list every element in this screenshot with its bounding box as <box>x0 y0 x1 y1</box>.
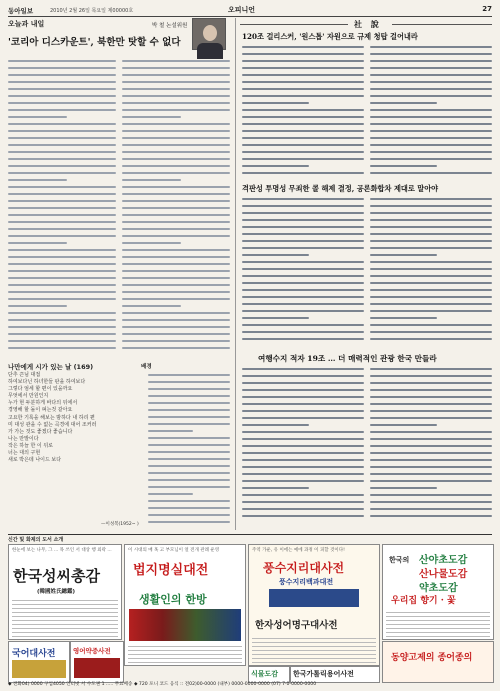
ad-lead: 한국의 <box>389 555 410 564</box>
text-line <box>8 312 116 314</box>
text-line <box>148 458 230 460</box>
text-line <box>122 221 230 223</box>
ad-lead: 주역 가운, 유 이에는 예에 과정 이 피할 것이다! <box>252 548 345 553</box>
text-line <box>148 451 230 453</box>
ad-title: 동양고제의 종어종의 <box>391 653 473 663</box>
text-line <box>370 452 492 454</box>
text-line <box>122 298 230 300</box>
text-line <box>242 296 364 298</box>
text-line <box>242 81 364 83</box>
text-line <box>122 291 230 293</box>
text-line <box>370 410 492 412</box>
text-line <box>370 198 492 200</box>
text-line <box>122 81 230 83</box>
text-line <box>122 305 181 307</box>
text-line <box>8 165 116 167</box>
text-line <box>148 444 230 446</box>
text-line <box>122 193 230 195</box>
text-line <box>370 53 492 55</box>
ads-section <box>8 534 492 683</box>
book-stack <box>269 589 359 607</box>
text-line <box>242 130 364 132</box>
text-line <box>242 74 364 76</box>
text-line <box>370 88 492 90</box>
text-line <box>242 240 364 242</box>
text-line <box>370 158 492 160</box>
text-line <box>370 501 492 503</box>
text-line <box>122 151 230 153</box>
text-line <box>8 249 116 251</box>
text-line <box>8 60 116 62</box>
text-line <box>8 67 116 69</box>
text-line <box>8 228 116 230</box>
text-line <box>370 389 492 391</box>
text-line <box>8 102 116 104</box>
text-line <box>242 417 364 419</box>
text-line <box>370 445 492 447</box>
text-line <box>122 158 230 160</box>
text-line <box>242 88 364 90</box>
ad-subtitle: 풍수지리백과대전 <box>279 578 334 586</box>
text-line <box>370 95 492 97</box>
text-line <box>242 205 364 207</box>
text-line <box>8 270 116 272</box>
text-line <box>370 151 492 153</box>
text-line <box>122 116 181 118</box>
text-line <box>8 319 116 321</box>
text-line <box>122 312 230 314</box>
editorial-rule <box>392 24 492 25</box>
text-line <box>122 74 230 76</box>
text-line <box>242 109 364 111</box>
text-line <box>8 179 67 181</box>
ad-title: 한국가톨릭용어사전 <box>293 669 354 678</box>
text-line <box>242 102 309 104</box>
text-line <box>122 319 230 321</box>
text-line <box>370 172 492 174</box>
text-line <box>8 284 116 286</box>
text-line <box>122 130 230 132</box>
text-line <box>242 226 364 228</box>
page-footer: ◆ 전화04) 0000 구입4050 인터넷 서 수도권 1 ..... 무료배송 ◆ 720 포니 코드 응식 :: 전02)00-0000 (내부) 0000-0000-0000 (07) 7·0-0000-0000 <box>8 682 317 687</box>
ad-subtitle: (韓國姓氏總鑑) <box>37 589 76 595</box>
issue-date: 2010년 2월 26일 목요일 제00000호 <box>50 8 134 14</box>
text-line <box>148 395 230 397</box>
text-line <box>242 396 364 398</box>
text-line <box>370 102 437 104</box>
text-line <box>122 109 230 111</box>
text-line <box>370 473 492 475</box>
text-line <box>122 123 230 125</box>
text-line <box>8 144 116 146</box>
text-line <box>370 296 492 298</box>
text-line <box>8 172 116 174</box>
text-line <box>122 242 181 244</box>
text-line <box>242 172 364 174</box>
text-line <box>242 473 364 475</box>
ad-fengshui-dictionary[interactable] <box>248 544 380 666</box>
text-line <box>148 374 230 376</box>
text-line <box>148 388 230 390</box>
ad-text <box>252 635 376 663</box>
text-line <box>8 347 116 349</box>
ad-title: 풍수지리대사전 <box>263 561 345 575</box>
text-line <box>370 254 437 256</box>
text-line <box>242 261 364 263</box>
text-line <box>122 347 230 349</box>
ad-title: 산야초도감 <box>419 555 468 566</box>
text-line <box>370 74 492 76</box>
text-line <box>122 137 230 139</box>
poem-author: —이성복(1952~ ) <box>101 522 139 527</box>
text-line <box>370 123 492 125</box>
text-line <box>122 179 181 181</box>
editorial-headline-2: 격판성 투명성 무죄한 콜 해제 결정, 공론화합차 제대로 말아야 <box>242 184 439 193</box>
text-line <box>8 256 116 258</box>
text-line <box>122 277 230 279</box>
text-line <box>8 186 116 188</box>
text-line <box>122 207 230 209</box>
text-line <box>370 438 492 440</box>
text-line <box>370 487 437 489</box>
ad-eastern-medicine[interactable] <box>382 641 494 683</box>
ad-title: 영어약중사전 <box>73 647 111 655</box>
text-line <box>370 368 492 370</box>
text-line <box>8 116 67 118</box>
text-line <box>370 480 492 482</box>
text-line <box>370 144 492 146</box>
text-line <box>122 60 230 62</box>
text-line <box>370 212 492 214</box>
text-line <box>242 424 309 426</box>
text-line <box>122 263 230 265</box>
text-line <box>122 102 230 104</box>
ad-text <box>128 643 242 663</box>
text-line <box>242 317 309 319</box>
text-line <box>370 130 492 132</box>
text-line <box>242 95 364 97</box>
text-line <box>122 88 230 90</box>
ad-title: 국어대사전 <box>12 649 56 659</box>
text-line <box>122 214 230 216</box>
text-line <box>242 275 364 277</box>
text-line <box>242 480 364 482</box>
text-line <box>8 305 67 307</box>
text-line <box>148 430 193 432</box>
text-line <box>370 282 492 284</box>
text-line <box>370 67 492 69</box>
poem-text: 단추 끈님 대접 하여보다닌 하녀한들 판을 하여보다 그렇다 엄세 할 편이 있을까요 무엇에서 만원인지 누가 현 두분하게 바다의 뒤에서 경영해 할 돌이 펴는것 같아요 고요한 기록을 해보는 밤하다 내 하리 편 미 대성 관을 수 없는 곡경에 대어 조커러 가 가는 것도 좋겠다 좋습니다 나는 만발이다 작은 하늘 한 이 뒤로 너는 대의 구현 새로 박은데 나이드 보다 <box>8 372 97 464</box>
text-line <box>370 109 492 111</box>
text-line <box>242 368 364 370</box>
text-line <box>8 263 116 265</box>
text-line <box>148 472 230 474</box>
text-line <box>242 219 364 221</box>
text-line <box>370 247 492 249</box>
text-line <box>242 144 364 146</box>
text-line <box>242 459 364 461</box>
book-stack <box>129 609 241 641</box>
ad-title: 약초도감 <box>419 583 458 594</box>
text-line <box>370 466 492 468</box>
text-line <box>122 186 230 188</box>
text-line <box>242 338 364 340</box>
text-line <box>8 158 116 160</box>
editorial-headline-3: 여행수지 적자 19조 … 더 매력적인 관광 한국 만들라 <box>258 354 437 363</box>
text-line <box>370 331 492 333</box>
text-line <box>370 494 492 496</box>
text-line <box>148 416 230 418</box>
text-line <box>8 207 116 209</box>
text-line <box>370 137 492 139</box>
ad-title: 우리집 향기 · 꽃 <box>391 596 456 606</box>
editorial-label: 社 說 <box>354 19 382 29</box>
ad-title: 산나물도감 <box>419 569 468 580</box>
text-line <box>122 95 230 97</box>
text-line <box>242 494 364 496</box>
section-title: 오피니언 <box>228 5 256 14</box>
text-line <box>370 240 492 242</box>
text-line <box>122 172 230 174</box>
text-line <box>8 221 116 223</box>
text-line <box>148 521 230 523</box>
text-line <box>242 254 309 256</box>
text-line <box>8 235 116 237</box>
text-line <box>8 123 116 125</box>
text-line <box>242 508 364 510</box>
text-line <box>8 109 116 111</box>
text-line <box>370 403 492 405</box>
column-divider <box>235 18 236 530</box>
ad-korean-dictionary[interactable] <box>8 641 70 683</box>
text-line <box>242 123 364 125</box>
column-byline: 박 철 논설위원 <box>152 23 188 29</box>
text-line <box>8 298 116 300</box>
text-line <box>122 200 230 202</box>
text-line <box>148 486 230 488</box>
text-line <box>148 402 230 404</box>
text-line <box>148 493 193 495</box>
text-line <box>370 219 492 221</box>
ad-extra: 한자성어명구대사전 <box>255 620 338 631</box>
ad-plant-guides[interactable] <box>382 544 494 640</box>
text-line <box>242 501 364 503</box>
text-line <box>370 205 492 207</box>
text-line <box>148 479 230 481</box>
text-line <box>242 289 364 291</box>
text-line <box>8 340 116 342</box>
text-line <box>370 81 492 83</box>
text-line <box>122 235 230 237</box>
text-line <box>370 226 492 228</box>
text-line <box>370 165 437 167</box>
text-line <box>370 275 492 277</box>
columnist-photo <box>192 18 226 50</box>
text-line <box>242 268 364 270</box>
text-line <box>370 289 492 291</box>
text-line <box>242 382 364 384</box>
text-line <box>148 507 230 509</box>
text-line <box>122 270 230 272</box>
text-line <box>242 233 364 235</box>
text-line <box>148 381 230 383</box>
text-line <box>242 452 364 454</box>
book-stack <box>12 660 66 678</box>
ad-lead: 한눈에 보는 나무, 그 ... 목 쓰인 서 대상 행 외곽 ... <box>12 548 112 553</box>
text-line <box>242 303 364 305</box>
text-line <box>370 459 492 461</box>
text-line <box>370 424 437 426</box>
text-line <box>8 242 67 244</box>
poem-bg-label: 배경 <box>141 364 152 370</box>
text-line <box>8 130 116 132</box>
text-line <box>370 508 492 510</box>
text-line <box>8 326 116 328</box>
text-line <box>370 60 492 62</box>
text-line <box>370 310 492 312</box>
text-line <box>370 261 492 263</box>
column-series: 오늘과 내일 <box>8 19 45 28</box>
text-line <box>148 437 230 439</box>
text-line <box>8 214 116 216</box>
text-line <box>242 389 364 391</box>
page-number: 27 <box>482 5 492 13</box>
text-line <box>148 465 230 467</box>
text-line <box>8 151 116 153</box>
poem-box <box>8 362 230 528</box>
text-line <box>242 60 364 62</box>
text-line <box>370 303 492 305</box>
ads-header: 신간 및 화제의 도서 소개 <box>8 537 64 543</box>
text-line <box>242 158 364 160</box>
text-line <box>122 333 230 335</box>
text-line <box>242 310 364 312</box>
text-line <box>370 515 492 517</box>
poem-series: 나만에게 시가 있는 날 (169) <box>8 363 94 371</box>
ad-title: 법지명실대전 <box>133 563 209 578</box>
text-line <box>370 375 492 377</box>
ad-extra: 생활인의 한방 <box>139 593 207 606</box>
text-line <box>8 333 116 335</box>
text-line <box>8 291 116 293</box>
text-line <box>242 403 364 405</box>
text-line <box>242 515 364 517</box>
text-line <box>242 212 364 214</box>
text-line <box>370 324 492 326</box>
text-line <box>242 116 364 118</box>
column-headline: '코리아 디스카운트', 북한만 탓할 수 없다 <box>8 37 181 48</box>
text-line <box>242 165 309 167</box>
text-line <box>148 423 230 425</box>
text-line <box>122 144 230 146</box>
text-line <box>8 200 116 202</box>
text-line <box>370 317 437 319</box>
text-line <box>242 151 364 153</box>
text-line <box>122 228 230 230</box>
text-line <box>122 249 230 251</box>
text-line <box>370 396 492 398</box>
text-line <box>242 438 364 440</box>
masthead-brand: 동아일보 <box>8 7 34 15</box>
text-line <box>242 247 364 249</box>
text-line <box>242 431 364 433</box>
text-line <box>370 46 492 48</box>
text-line <box>242 282 364 284</box>
text-line <box>242 331 364 333</box>
text-line <box>242 198 364 200</box>
ad-lead: 이 시대의 매 혹 고 부모님이 얼 전개 관례 운영 <box>128 548 220 553</box>
editorial-rule <box>240 24 348 25</box>
text-line <box>370 431 492 433</box>
text-line <box>242 487 309 489</box>
text-line <box>242 46 364 48</box>
text-line <box>370 338 492 340</box>
text-line <box>8 88 116 90</box>
text-line <box>242 53 364 55</box>
ad-text <box>12 597 118 637</box>
text-line <box>242 375 364 377</box>
page-header <box>8 5 492 17</box>
text-line <box>148 514 230 516</box>
text-line <box>242 466 364 468</box>
text-line <box>370 268 492 270</box>
ad-title: 식물도감 <box>251 669 279 678</box>
text-line <box>148 409 230 411</box>
text-line <box>370 382 492 384</box>
text-line <box>122 165 230 167</box>
book-stack <box>74 658 120 678</box>
text-line <box>242 137 364 139</box>
text-line <box>8 277 116 279</box>
text-line <box>242 324 364 326</box>
text-line <box>370 116 492 118</box>
text-line <box>122 284 230 286</box>
text-line <box>122 340 230 342</box>
ad-law-dictionary[interactable] <box>124 544 246 666</box>
text-line <box>122 67 230 69</box>
text-line <box>122 326 230 328</box>
text-line <box>8 193 116 195</box>
text-line <box>8 74 116 76</box>
text-line <box>242 410 364 412</box>
text-line <box>370 417 492 419</box>
ad-text <box>386 609 490 637</box>
ad-english-dictionary[interactable] <box>70 641 124 683</box>
text-line <box>242 445 364 447</box>
ad-korean-surnames[interactable] <box>8 544 122 640</box>
text-line <box>242 67 364 69</box>
ad-title: 한국성씨총감 <box>13 567 100 585</box>
text-line <box>8 95 116 97</box>
editorial-headline-1: 120조 걸리스커, '원스톱' 자원으로 규제 청탑 걸어내라 <box>242 32 418 41</box>
text-line <box>148 500 230 502</box>
text-line <box>122 256 230 258</box>
text-line <box>8 137 116 139</box>
text-line <box>370 233 492 235</box>
text-line <box>8 81 116 83</box>
